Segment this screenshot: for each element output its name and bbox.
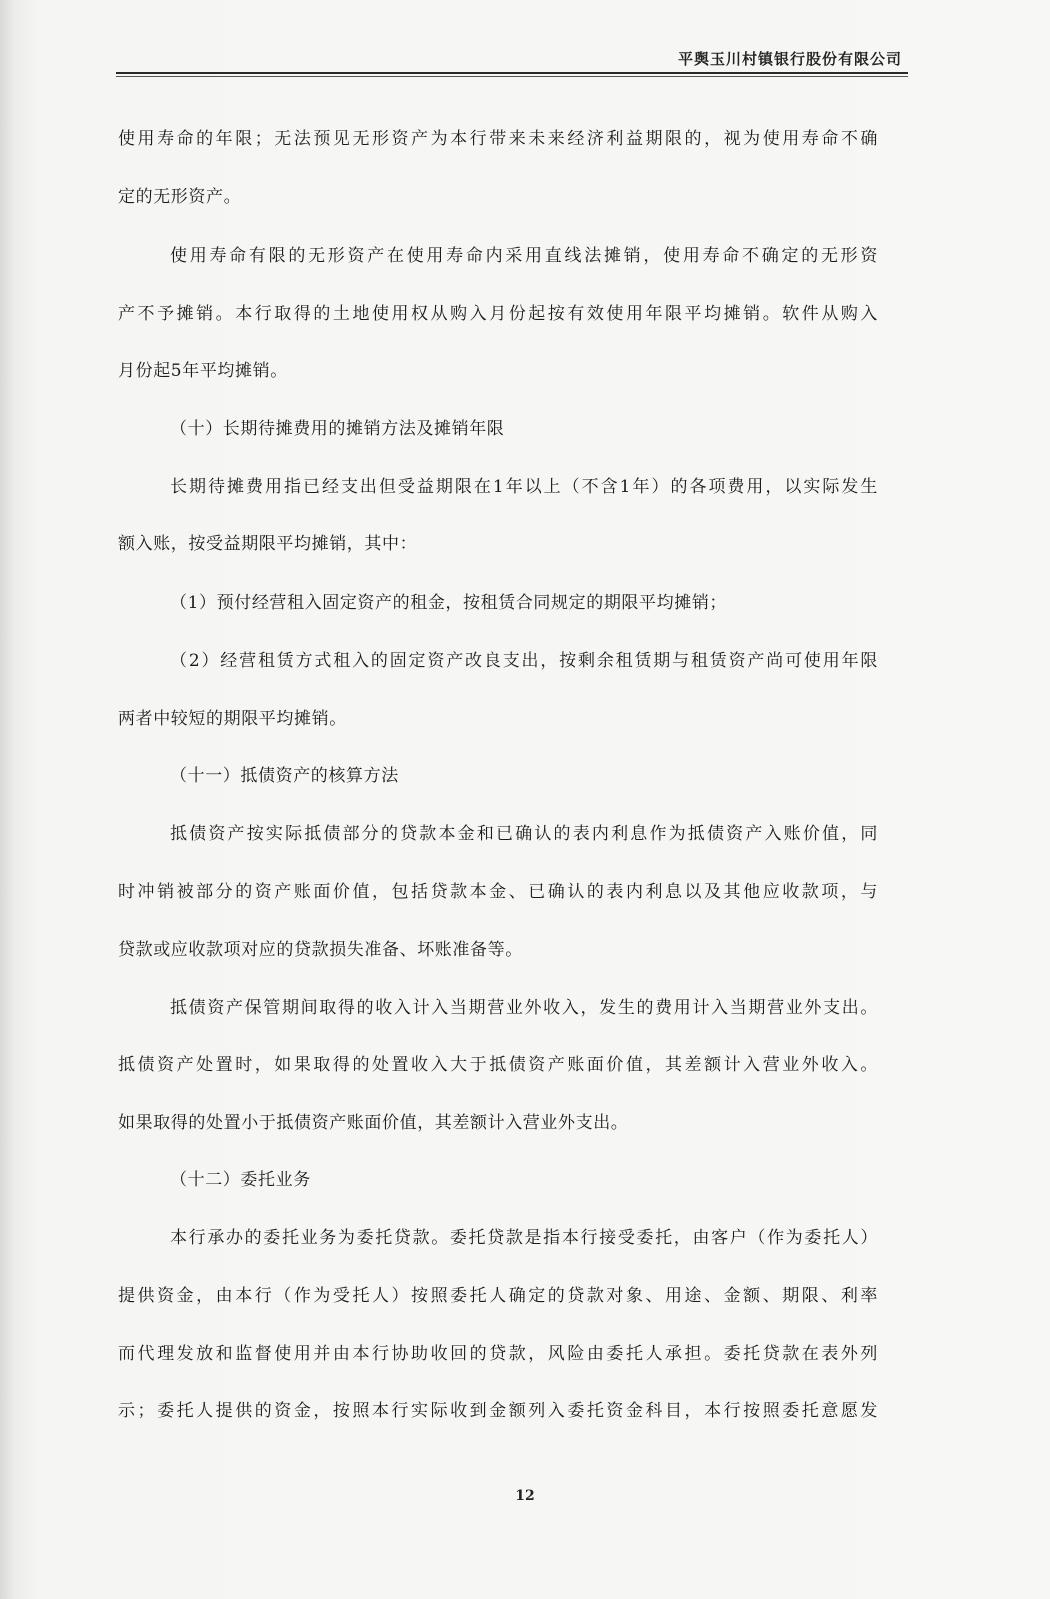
body-line: 抵债资产处置时，如果取得的处置收入大于抵债资产账面价值，其差额计入营业外收入。 (118, 1055, 878, 1075)
body-line: 如果取得的处置小于抵债资产账面价值，其差额计入营业外支出。 (118, 1113, 629, 1133)
body-line: 使用寿命有限的无形资产在使用寿命内采用直线法摊销，使用寿命不确定的无形资 (170, 246, 878, 266)
body-line: 本行承办的委托业务为委托贷款。委托贷款是指本行接受委托，由客户（作为委托人） (170, 1228, 878, 1248)
body-line: 示；委托人提供的资金，按照本行实际收到金额列入委托资金科目，本行按照委托意愿发 (118, 1401, 878, 1421)
section-heading: （十一）抵债资产的核算方法 (170, 766, 399, 786)
body-line: 时冲销被部分的资产账面价值，包括贷款本金、已确认的表内利息以及其他应收款项，与 (118, 882, 878, 902)
body-line: 定的无形资产。 (118, 187, 242, 207)
body-line: 提供资金，由本行（作为受托人）按照委托人确定的贷款对象、用途、金额、期限、利率 (118, 1286, 878, 1306)
section-heading: （十）长期待摊费用的摊销方法及摊销年限 (170, 419, 505, 439)
section-heading: （十二）委托业务 (170, 1170, 311, 1190)
body-line: 贷款或应收款项对应的贷款损失准备、坏账准备等。 (118, 940, 523, 960)
body-line: 两者中较短的期限平均摊销。 (118, 709, 347, 729)
body-line: 长期待摊费用指已经支出但受益期限在1年以上（不含1年）的各项费用，以实际发生 (170, 477, 878, 497)
body-line: 抵债资产保管期间取得的收入计入当期营业外收入，发生的费用计入当期营业外支出。 (170, 998, 878, 1018)
body-line: 使用寿命的年限；无法预见无形资产为本行带来未来经济利益期限的，视为使用寿命不确 (118, 129, 878, 149)
body-line: 抵债资产按实际抵债部分的贷款本金和已确认的表内利息作为抵债资产入账价值，同 (170, 824, 878, 844)
body-line: 产不予摊销。本行取得的土地使用权从购入月份起按有效使用年限平均摊销。软件从购入 (118, 304, 878, 324)
body-line: 额入账，按受益期限平均摊销，其中： (118, 534, 418, 554)
list-item: （2）经营租赁方式租入的固定资产改良支出，按剩余租赁期与租赁资产尚可使用年限 (170, 651, 878, 671)
header-rule (116, 72, 908, 74)
list-item: （1）预付经营租入固定资产的租金，按租赁合同规定的期限平均摊销； (170, 593, 728, 613)
header-company-name: 平舆玉川村镇银行股份有限公司 (677, 50, 902, 68)
header-rule-thin (116, 76, 908, 77)
body-line: 月份起5年平均摊销。 (118, 361, 288, 381)
page-number: 12 (515, 1488, 535, 1504)
body-line: 而代理发放和监督使用并由本行协助收回的贷款，风险由委托人承担。委托贷款在表外列 (118, 1344, 878, 1364)
